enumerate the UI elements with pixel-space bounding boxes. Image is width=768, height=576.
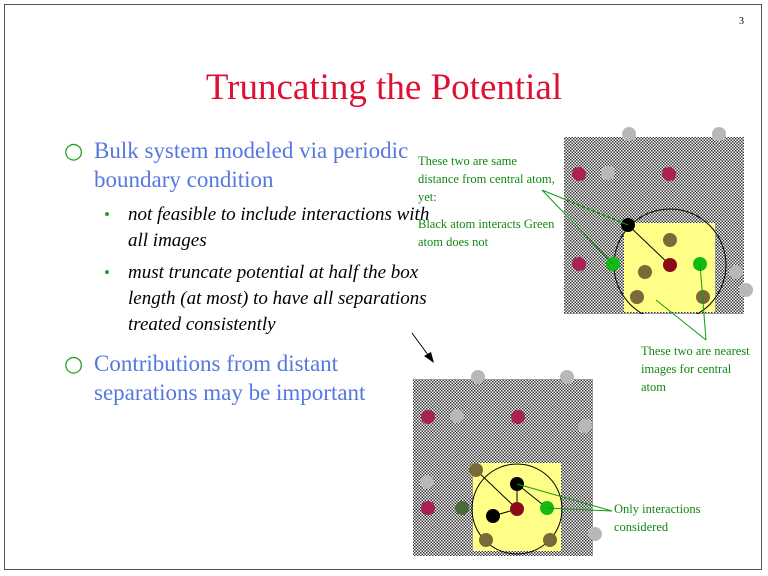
bullet-text: Bulk system modeled via periodic boundary condition bbox=[94, 138, 409, 192]
dot-bullet-icon: • bbox=[104, 205, 110, 224]
hollow-circle-bullet-icon: ○ bbox=[64, 352, 84, 377]
atom-central-red bbox=[663, 258, 677, 272]
annotation-nearest-images: These two are nearest images for central atom bbox=[641, 344, 750, 394]
annotation-only-interactions: Only interactions considered bbox=[614, 502, 701, 534]
simulation-box-diagram-a bbox=[564, 127, 753, 321]
atom-gray bbox=[420, 475, 434, 489]
atom-olive bbox=[630, 290, 644, 304]
atom-gray bbox=[560, 370, 574, 384]
arrow-to-diagram bbox=[412, 333, 434, 363]
atom-gray bbox=[739, 283, 753, 297]
slide-title: Truncating the Potential bbox=[205, 67, 563, 108]
atom-olive bbox=[479, 533, 493, 547]
annotation-same-distance: These two are same distance from central atom, yet: bbox=[418, 154, 555, 204]
atom-magenta bbox=[572, 257, 586, 271]
simulation-box-diagram-b bbox=[413, 370, 602, 556]
atom-gray bbox=[450, 409, 464, 423]
annotation-interaction: Black atom interacts Green atom does not bbox=[418, 217, 555, 249]
atom-central-red bbox=[510, 502, 524, 516]
dot-bullet-icon: • bbox=[104, 263, 110, 282]
atom-gray bbox=[588, 527, 602, 541]
atom-gray bbox=[729, 265, 743, 279]
atom-magenta bbox=[421, 501, 435, 515]
slide-number: 3 bbox=[739, 16, 744, 27]
atom-magenta bbox=[572, 167, 586, 181]
sub-bullet-text: must truncate potential at half the box length (at most) to have all separations treated consistently bbox=[128, 262, 427, 335]
bullet-text: Contributions from distant separations may be important bbox=[94, 351, 366, 405]
atom-gray bbox=[471, 370, 485, 384]
atom-magenta bbox=[662, 167, 676, 181]
atom-gray bbox=[578, 419, 592, 433]
atom-black bbox=[486, 509, 500, 523]
sub-bullet-text: not feasible to include interactions with all images bbox=[128, 204, 430, 251]
atom-olive bbox=[469, 463, 483, 477]
atom-magenta bbox=[511, 410, 525, 424]
atom-olive bbox=[455, 501, 469, 515]
hollow-circle-bullet-icon: ○ bbox=[64, 139, 84, 164]
atom-gray bbox=[712, 127, 726, 141]
atom-magenta bbox=[421, 410, 435, 424]
atom-olive bbox=[663, 233, 677, 247]
atom-olive bbox=[543, 533, 557, 547]
atom-olive bbox=[638, 265, 652, 279]
atom-gray bbox=[601, 166, 615, 180]
atom-gray bbox=[622, 127, 636, 141]
